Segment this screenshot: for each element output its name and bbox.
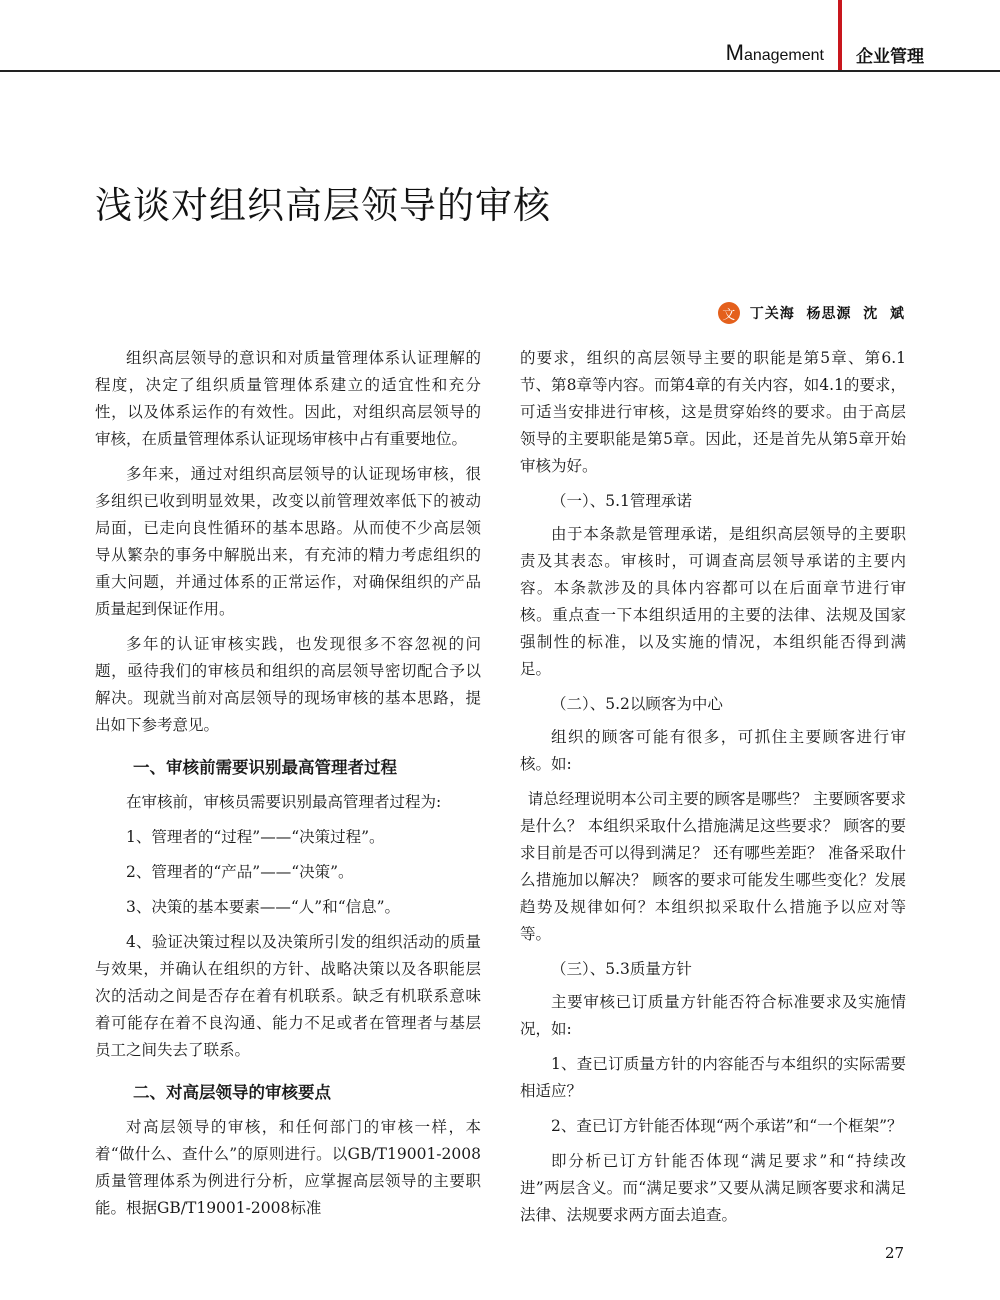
header-rule <box>0 70 1000 72</box>
paragraph: 请总经理说明本公司主要的顾客是哪些？ 主要顾客要求是什么？ 本组织采取什么措施满足这些要求？ 顾客的要求目前是否可以得到满足？ 还有哪些差距？ 准备采取什么措施加以解决？ 顾客的要求可能发生哪些变化？发展趋势及规律如何？本组织拟采取什么措施予以应对等等。 <box>520 790 906 943</box>
section-label-en-rest: anagement <box>743 47 824 64</box>
article-title: 浅谈对组织高层领导的审核 <box>95 184 551 227</box>
byline <box>718 302 905 324</box>
paragraph: 多年的认证审核实践，也发现很多不容忽视的问题，亟待我们的审核员和组织的高层领导密切配合予以解决。现就当前对高层领导的现场审核的基本思路，提出如下参考意见。 <box>95 635 481 734</box>
subsection-heading: （二）、5.2以顾客为中心 <box>551 695 723 713</box>
list-item: 1、管理者的“过程”——“决策过程”。 <box>126 828 385 846</box>
list-item: 4、验证决策过程以及决策所引发的组织活动的质量与效果，并确认在组织的方针、战略决策以及各职能层次的活动之间是否存在着有机联系。缺乏有机联系意味着可能存在着不良沟通、能力不足或者在管理者与基层员工之间失去了联系。 <box>95 933 481 1059</box>
paragraph: 在审核前，审核员需要识别最高管理者过程为: <box>126 793 442 811</box>
header-accent-bar <box>838 0 842 70</box>
paragraph: 主要审核已订质量方针能否符合标准要求及实施情况，如: <box>520 993 906 1038</box>
paragraph: 组织的顾客可能有很多，可抓住主要顾客进行审核。如: <box>520 728 906 773</box>
byline-badge-icon: 文 <box>718 302 740 324</box>
section-label-en-initial: M <box>725 40 744 65</box>
paragraph: 即分析已订方针能否体现“满足要求”和“持续改进”两层含义。而“满足要求”又要从满足顾客要求和满足法律、法规要求两方面去追查。 <box>520 1152 906 1224</box>
list-item: 1、查已订质量方针的内容能否与本组织的实际需要相适应？ <box>520 1055 906 1100</box>
section-heading-2: 二、对高层领导的审核要点 <box>132 1083 331 1102</box>
paragraph: 多年来，通过对组织高层领导的认证现场审核，很多组织已收到明显效果，改变以前管理效率低下的被动局面，已走向良性循环的基本思路。从而使不少高层领导从繁杂的事务中解脱出来，有充沛的精力考虑组织的重大问题，并通过体系的正常运作，对确保组织的产品质量起到保证作用。 <box>95 465 481 618</box>
list-item: 3、决策的基本要素——“人”和“信息”。 <box>126 898 401 916</box>
byline-authors: 丁关海 杨思源 沈 斌 <box>749 306 905 322</box>
list-item: 2、查已订方针能否体现“两个承诺”和“一个框架”？ <box>551 1117 903 1135</box>
section-label-cn: 企业管理 <box>856 47 924 67</box>
subsection-heading: （一）、5.1管理承诺 <box>551 492 692 510</box>
paragraph: 组织高层领导的意识和对质量管理体系认证理解的程度，决定了组织质量管理体系建立的适宜性和充分性，以及体系运作的有效性。因此，对组织高层领导的审核，在质量管理体系认证现场审核中占有重要地位。 <box>95 349 481 448</box>
paragraph: 的要求，组织的高层领导主要的职能是第5章、第6.1节、第8章等内容。而第4章的有关内容，如4.1的要求，可适当安排进行审核，这是贯穿始终的要求。由于高层领导的主要职能是第5章。因此，还是首先从第5章开始审核为好。 <box>520 349 906 475</box>
paragraph: 对高层领导的审核，和任何部门的审核一样，本着“做什么、查什么”的原则进行。以GB/T19001-2008质量管理体系为例进行分析，应掌握高层领导的主要职能。根据GB/T19001-2008标准 <box>95 1118 481 1217</box>
paragraph: 由于本条款是管理承诺，是组织高层领导的主要职责及其表态。审核时，可调查高层领导承诺的主要内容。本条款涉及的具体内容都可以在后面章节进行审核。重点查一下本组织适用的主要的法律、法规及国家强制性的标准，以及实施的情况，本组织能否得到满足。 <box>520 525 906 678</box>
list-item: 2、管理者的“产品”——“决策”。 <box>126 863 354 881</box>
subsection-heading: （三）、5.3质量方针 <box>551 960 692 978</box>
page-number: 27 <box>885 1244 905 1262</box>
section-label-en <box>726 40 824 66</box>
section-heading-1: 一、审核前需要识别最高管理者过程 <box>132 758 397 777</box>
right-column <box>520 345 906 1237</box>
left-column <box>95 345 481 1230</box>
